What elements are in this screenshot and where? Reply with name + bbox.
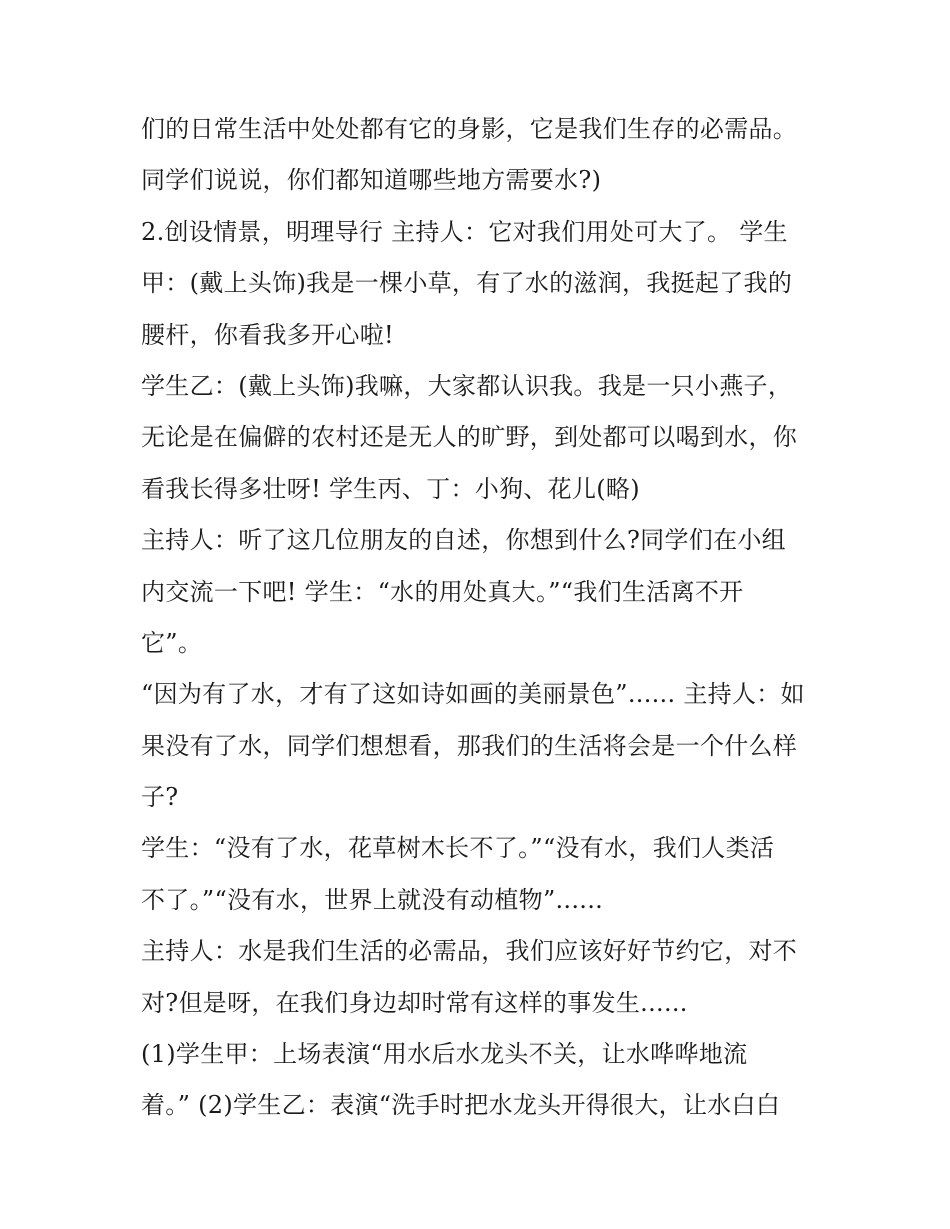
text-line: 甲：(戴上头饰)我是一棵小草，有了水的滋润，我挺起了我的 (141, 269, 793, 298)
text-line: 无论是在偏僻的农村还是无人的旷野，到处都可以喝到水，你 (141, 423, 798, 452)
text-line: 学生乙：(戴上头饰)我嘛，大家都认识我。我是一只小燕子， (141, 371, 793, 400)
text-line: 它”。 (141, 628, 203, 657)
text-line: 主持人：听了这几位朋友的自述，你想到什么?同学们在小组 (141, 526, 786, 555)
text-line: 腰杆，你看我多开心啦! (141, 320, 394, 349)
text-line: 2.创设情景，明理导行 主持人：它对我们用处可大了。 学生 (141, 217, 788, 246)
text-line: 着。” (2)学生乙：表演“洗手时把水龙头开得很大，让水白白 (141, 1091, 781, 1120)
text-line: (1)学生甲：上场表演“用水后水龙头不关，让水哗哗地流 (141, 1040, 748, 1069)
text-line: 果没有了水，同学们想想看，那我们的生活将会是一个什么样 (141, 731, 798, 760)
text-line: 看我长得多壮呀! 学生丙、丁：小狗、花儿(略) (141, 474, 640, 503)
text-line: 主持人：水是我们生活的必需品，我们应该好好节约它，对不 (141, 937, 798, 966)
text-line: 对?但是呀，在我们身边却时常有这样的事发生...... (141, 988, 688, 1017)
text-line: 内交流一下吧! 学生：“水的用处真大。”“我们生活离不开 (141, 577, 744, 606)
document-body (141, 104, 831, 1132)
text-line: 子? (141, 783, 179, 812)
text-line: 们的日常生活中处处都有它的身影，它是我们生存的必需品。 (141, 115, 798, 143)
text-line: 学生：“没有了水，花草树木长不了。”“没有水，我们人类活 (141, 834, 775, 863)
text-line: 同学们说说，你们都知道哪些地方需要水?) (141, 166, 602, 195)
text-line: “因为有了水，才有了这如诗如画的美丽景色”...... 主持人：如 (141, 680, 805, 709)
text-line: 不了。”“没有水，世界上就没有动植物”...... (141, 885, 604, 914)
